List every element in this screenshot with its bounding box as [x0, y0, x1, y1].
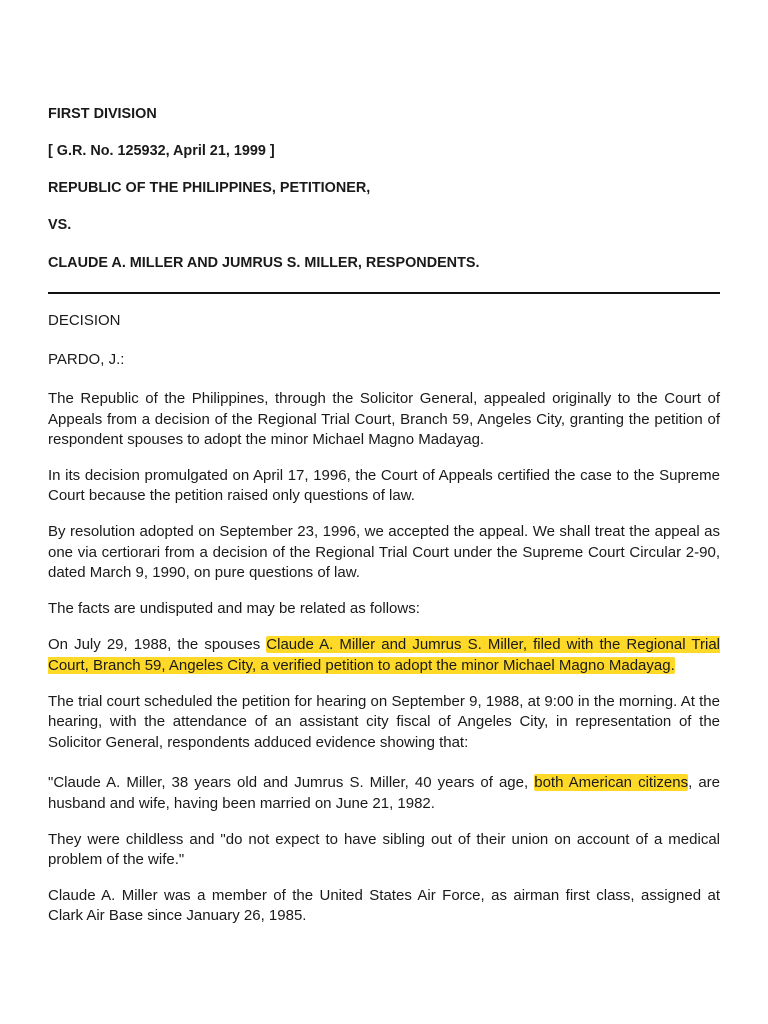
- document-page: [48, 104, 720, 927]
- paragraph-quoted-evidence-text: "Claude A. Miller, 38 years old and Jumrus S. Miller, 40 years of age,: [48, 774, 535, 792]
- paragraph-childless: They were childless and "do not expect to have sibling out of their union on account of a medical problem of the wife.": [48, 830, 720, 869]
- paragraph-resolution: By resolution adopted on September 23, 1996, we accepted the appeal. We shall treat the appeal as one via certiorari from a decision of the Regional Trial Court under the Supreme Court Circular 2-90, dated March 9, 1990, on pure questions of law.: [48, 522, 720, 582]
- decision-label: DECISION: [48, 312, 121, 329]
- ponente: PARDO, J.:: [48, 351, 125, 368]
- paragraph-hearing: The trial court scheduled the petition for hearing on September 9, 1988, at 9:00 in the morning. At the hearing, with the attendance of an assistant city fiscal of Angeles City, in representation of the Solicitor General, respondents adduced evidence showing that:: [48, 692, 720, 751]
- paragraph-petition-filed-text: On July 29, 1988, the spouses: [48, 636, 267, 654]
- paragraph-petition-filed: [48, 635, 720, 676]
- petitioner-heading: REPUBLIC OF THE PHILIPPINES, PETITIONER,: [48, 180, 371, 196]
- paragraph-air-force: Claude A. Miller was a member of the United States Air Force, as airman first class, assigned at Clark Air Base since January 26, 1985.: [48, 886, 720, 925]
- division-heading: FIRST DIVISION: [48, 106, 157, 122]
- versus-heading: VS.: [48, 217, 72, 233]
- paragraph-certification: In its decision promulgated on April 17, 1996, the Court of Appeals certified the case to the Supreme Court because the petition raised only questions of law.: [48, 466, 720, 505]
- highlighted-text: both American citizens: [534, 774, 689, 792]
- paragraph-quoted-evidence: [48, 773, 720, 814]
- highlighted-text: Claude A. Miller and Jumrus S. Miller, filed with the Regional Trial Court, Branch 59, Angeles City, a verified petition to adopt the minor Michael Magno Madayag.: [48, 636, 720, 674]
- paragraph-appeal: The Republic of the Philippines, through the Solicitor General, appealed originally to the Court of Appeals from a decision of the Regional Trial Court, Branch 59, Angeles City, granting the petition of respondent spouses to adopt the minor Michael Magno Madayag.: [48, 390, 720, 449]
- respondents-heading: CLAUDE A. MILLER AND JUMRUS S. MILLER, RESPONDENTS.: [48, 255, 480, 271]
- paragraph-facts-intro: The facts are undisputed and may be related as follows:: [48, 599, 420, 617]
- paragraph-quoted-evidence-tail: , are husband and wife, having been married on June 21, 1982.: [48, 774, 721, 812]
- header-divider: [48, 292, 720, 294]
- case-number: [ G.R. No. 125932, April 21, 1999 ]: [48, 143, 275, 159]
